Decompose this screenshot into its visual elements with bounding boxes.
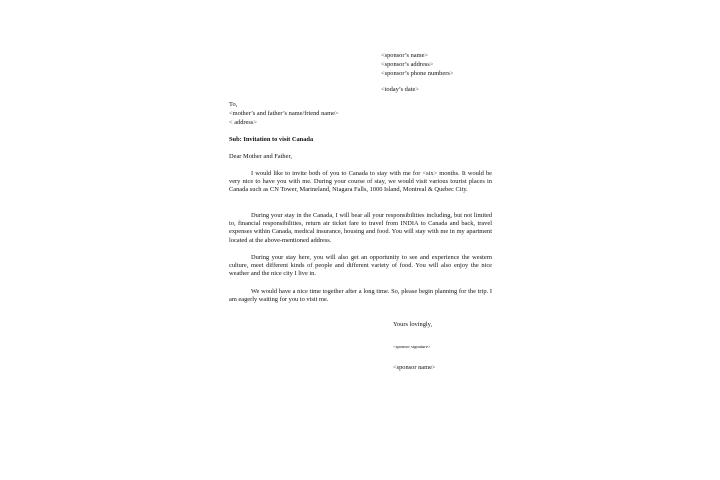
letter-date: <today’s date> xyxy=(381,86,419,93)
body-paragraph: During your stay in the Canada, I will bear all your responsibilities including, but not limited to, financial responsibilities, return air ticket fare to travel from INDIA to Canada and back, travel expenses within Canada, medical insurance, housing and food. You will stay with me in my apartment located at the above-mentioned address. xyxy=(229,212,492,244)
recipient-address: < address> xyxy=(229,119,257,126)
sender-address: <sponsor’s address> xyxy=(381,61,434,68)
closing: Yours lovingly, xyxy=(393,321,433,328)
salutation: Dear Mother and Father, xyxy=(229,153,292,160)
sender-phone: <sponsor’s phone numbers> xyxy=(381,70,454,77)
signature: <sponsor signature> xyxy=(393,344,431,349)
body-paragraph: We would have a nice time together after a long time. So, please begin planning for the trip. I am eagerly waiting for you to visit me. xyxy=(229,288,492,304)
to-label: To, xyxy=(229,101,238,108)
body-paragraph: I would like to invite both of you to Canada to stay with me for <six> months. It would be very nice to have you with me. During your course of stay, we would visit various tourist places in Canada such as CN Tower, Marineland, Niagara Falls, 1000 Island, Montreal & Quebec City. xyxy=(229,170,492,194)
signer-name: <sponsor name> xyxy=(393,364,436,371)
subject-line: Sub: Invitation to visit Canada xyxy=(229,136,314,143)
body-paragraph: During your stay here, you will also get an opportunity to see and experience the western culture, meet different kinds of people and different variety of food. You will also enjoy the nice weather and the nice city I live in. xyxy=(229,254,492,278)
recipient-name: <mother’s and father’s name/friend name> xyxy=(229,110,339,117)
sender-name: <sponsor’s name> xyxy=(381,52,429,59)
